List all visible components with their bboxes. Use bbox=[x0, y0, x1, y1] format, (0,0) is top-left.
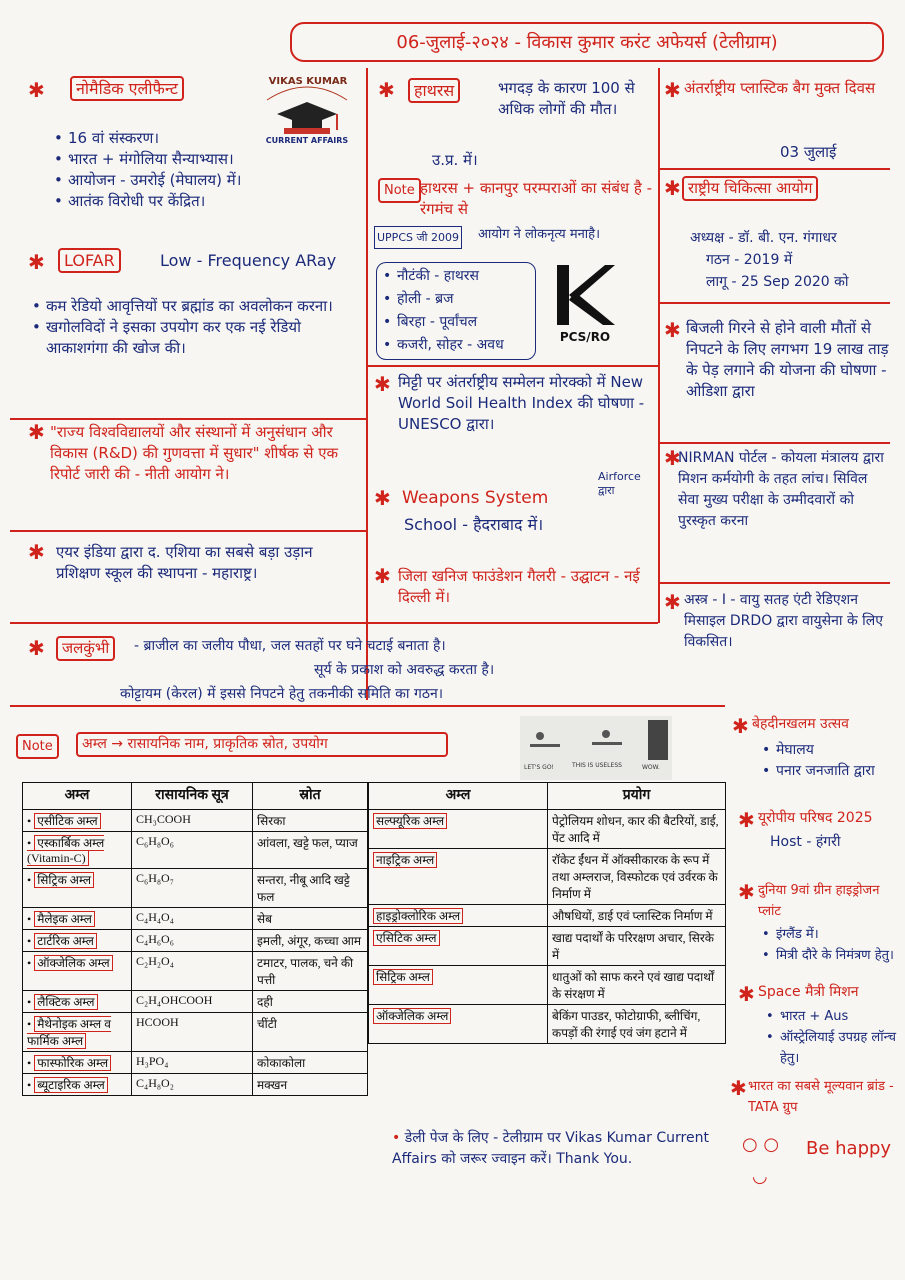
acid-source-table bbox=[22, 782, 368, 1096]
star-icon: ✱ bbox=[664, 318, 681, 342]
acid-use: औषधियों, डाई एवं प्लास्टिक निर्माण में bbox=[548, 905, 726, 927]
table-row bbox=[369, 849, 726, 905]
smile-icon: ◡ bbox=[752, 1166, 768, 1187]
space-mission-list bbox=[764, 1006, 900, 1069]
divider bbox=[10, 418, 366, 420]
star-icon: ✱ bbox=[738, 808, 755, 832]
meme-text-a: LET'S GO! bbox=[524, 764, 554, 771]
logo-subtitle: CURRENT AFFAIRS bbox=[265, 136, 349, 145]
divider bbox=[10, 622, 658, 624]
airforce-tag: Airforce द्वारा bbox=[598, 470, 641, 497]
acid-formula: HCOOH bbox=[132, 1013, 253, 1052]
plastic-day-title: अंतर्राष्ट्रीय प्लास्टिक बैग मुक्त दिवस bbox=[684, 79, 876, 97]
acid-formula: C₂H₄OHCOOH bbox=[132, 991, 253, 1013]
acid-note-text: अम्ल → रासायनिक नाम, प्राकृतिक स्रोत, उपयोग bbox=[76, 732, 448, 757]
list-item: • भारत + मंगोलिया सैन्याभ्यास। bbox=[52, 149, 352, 170]
jalkumbhi-line1: - ब्राजील का जलीय पौधा, जल सतहों पर घने चटाई बनाता है। bbox=[134, 638, 446, 654]
jalkumbhi-line3: कोट्टायम (केरल) में इससे निपटने हेतु तकनीकी समिति का गठन। bbox=[120, 686, 444, 702]
acid-source: टमाटर, पालक, चने की पत्ती bbox=[253, 952, 368, 991]
tata-brand: भारत का सबसे मूल्यवान ब्रांड - TATA ग्रुप bbox=[748, 1079, 894, 1115]
acid-name: सिट्रिक अम्ल bbox=[34, 872, 94, 888]
list-item: • मित्री दौरे के निमंत्रण हेतु। bbox=[760, 945, 900, 966]
acid-use: बेकिंग पाउडर, फोटोग्राफी, ब्लीचिंग, कपड़ों की रंगाई एवं जंग हटाने में bbox=[548, 1005, 726, 1044]
acid-name: मैथेनोइक अम्ल व फार्मिक अम्ल bbox=[27, 1017, 111, 1048]
acid-name: एसीटिक अम्ल bbox=[34, 813, 101, 829]
acid-source: दही bbox=[253, 991, 368, 1013]
pcs-ro-logo bbox=[545, 260, 625, 350]
lightning-plan: बिजली गिरने से होने वाली मौतों से निपटने के लिए लगभग 19 लाख ताड़ के पेड़ लगाने की योजना की घोषणा - ओडिशा द्वारा bbox=[686, 319, 889, 400]
column-header: रासायनिक सूत्र bbox=[132, 783, 253, 810]
divider bbox=[10, 705, 725, 707]
divider bbox=[660, 582, 890, 584]
star-icon: ✱ bbox=[374, 486, 391, 510]
acid-source: सिरका bbox=[253, 810, 368, 832]
euro-council-host: Host - हंगरी bbox=[770, 834, 841, 850]
soil-conference: मिट्टी पर अंतर्राष्ट्रीय सम्मेलन मोरक्को में New World Soil Health Index की घोषणा - UNESCO द्वारा। bbox=[398, 373, 645, 433]
list-item: • बिरहा - पूर्वांचल bbox=[381, 311, 531, 334]
note-text: हाथरस + कानपुर परम्पराओं का संबंध है - रंगमंच से bbox=[420, 179, 653, 218]
uppcs-tag: UPPCS जी 2009 bbox=[374, 226, 462, 249]
divider bbox=[660, 168, 890, 170]
page-title bbox=[290, 22, 884, 62]
hydrogen-plant-list bbox=[760, 924, 900, 966]
euro-council-title: यूरोपीय परिषद 2025 bbox=[758, 810, 873, 826]
acid-source: चींटी bbox=[253, 1013, 368, 1052]
behdien-list bbox=[760, 740, 900, 782]
acid-formula: C₂H₂O₄ bbox=[132, 952, 253, 991]
acid-formula: H₃PO₄ bbox=[132, 1052, 253, 1074]
star-icon: ✱ bbox=[378, 78, 395, 102]
logo2-text: PCS/RO bbox=[559, 330, 611, 344]
star-icon: ✱ bbox=[28, 540, 45, 564]
logo-brand: VIKAS KUMAR bbox=[268, 76, 348, 87]
behdien-title: बेहदीनखलम उत्सव bbox=[752, 716, 849, 732]
star-icon: ✱ bbox=[28, 250, 45, 274]
star-icon: ✱ bbox=[664, 446, 681, 470]
divider bbox=[660, 302, 890, 304]
medical-chair: अध्यक्ष - डॉ. बी. एन. गंगाधर bbox=[690, 230, 837, 246]
star-icon: ✱ bbox=[374, 372, 391, 396]
list-item: • आतंक विरोधी पर केंद्रित। bbox=[52, 191, 352, 212]
nomadic-points bbox=[52, 128, 352, 212]
star-icon: ✱ bbox=[738, 982, 755, 1006]
column-header: अम्ल bbox=[369, 783, 548, 810]
acid-name: ऑक्जेलिक अम्ल bbox=[34, 955, 112, 971]
note-text2: आयोग ने लोकनृत्य मनाहै। bbox=[478, 227, 601, 242]
acid-use: धातुओं को साफ करने एवं खाद्य पदार्थों के संरक्षण में bbox=[548, 966, 726, 1005]
column-header: स्रोत bbox=[253, 783, 368, 810]
acid-name: फास्फोरिक अम्ल bbox=[34, 1055, 111, 1071]
meme-image bbox=[520, 716, 672, 780]
table-header-row bbox=[23, 783, 368, 810]
air-india-note: एयर इंडिया द्वारा द. एशिया का सबसे बड़ा उड़ान प्रशिक्षण स्कूल की स्थापना - महाराष्ट्र। bbox=[56, 543, 313, 582]
smiley-eyes: ○ ○ bbox=[742, 1134, 780, 1155]
page-title-text: 06-जुलाई-२०२४ - विकास कुमार करंट अफेयर्स (टेलीग्राम) bbox=[396, 32, 778, 53]
divider bbox=[10, 530, 366, 532]
star-icon: ✱ bbox=[664, 78, 681, 102]
footer-note: • डेली पेज के लिए - टेलीग्राम पर Vikas Kumar Current Affairs को जरूर ज्वाइन करें। Thank You. bbox=[392, 1130, 709, 1167]
acid-formula: CH₃COOH bbox=[132, 810, 253, 832]
table-row: • एसीटिक अम्ल CH₃COOH सिरका bbox=[23, 810, 368, 832]
divider bbox=[660, 442, 890, 444]
meme-text-b: THIS IS USELESS bbox=[572, 762, 622, 769]
acid-name: सिट्रिक अम्ल bbox=[373, 969, 433, 985]
table-row: • टार्टरिक अम्ल C₄H₆O₆ इमली, अंगूर, कच्चा आम bbox=[23, 930, 368, 952]
lofar-points bbox=[30, 296, 360, 359]
nirman-portal: NIRMAN पोर्टल - कोयला मंत्रालय द्वारा मिशन कर्मयोगी के तहत लांच। सिविल सेवा मुख्य परीक्षा के उम्मीदवारों को पुरस्कृत करना bbox=[678, 450, 884, 529]
star-icon: ✱ bbox=[664, 176, 681, 200]
acid-formula: C₆H₈O₇ bbox=[132, 869, 253, 908]
lofar-title: LOFAR bbox=[58, 248, 121, 273]
table-header-row bbox=[369, 783, 726, 810]
hydrogen-plant-title: दुनिया 9वां ग्रीन हाइड्रोजन प्लांट bbox=[758, 883, 880, 919]
astra-missile: अस्त्र - I - वायु सतह एंटी रेडिएशन मिसाइल DRDO द्वारा वायुसेना के लिए विकसित। bbox=[684, 592, 884, 650]
table-row: • एस्कार्बिक अम्ल (Vitamin-C) C₆H₈O₆ आंवला, खट्टे फल, प्याज bbox=[23, 832, 368, 869]
star-icon: ✱ bbox=[732, 714, 749, 738]
note-label: Note bbox=[378, 178, 421, 203]
table-row: • ऑक्जेलिक अम्ल C₂H₂O₄ टमाटर, पालक, चने की पत्ती bbox=[23, 952, 368, 991]
list-item: • होली - ब्रज bbox=[381, 288, 531, 311]
space-mission-title: Space मैत्री मिशन bbox=[758, 984, 859, 1000]
acid-source: आंवला, खट्टे फल, प्याज bbox=[253, 832, 368, 869]
jalkumbhi-title: जलकुंभी bbox=[56, 636, 115, 661]
acid-name: हाइड्रोक्लोरिक अम्ल bbox=[373, 908, 463, 924]
meme-text-c: WOW. bbox=[642, 764, 660, 771]
hathras-state: उ.प्र. में। bbox=[432, 151, 478, 169]
table-row: • लैक्टिक अम्ल C₂H₄OHCOOH दही bbox=[23, 991, 368, 1013]
table-row bbox=[369, 927, 726, 966]
table-row bbox=[369, 810, 726, 849]
mineral-gallery: जिला खनिज फाउंडेशन गैलरी - उद्घाटन - नई दिल्ली में। bbox=[398, 567, 640, 606]
divider bbox=[658, 68, 660, 623]
footer-text: डेली पेज के लिए - टेलीग्राम पर Vikas Kumar Current Affairs को जरूर ज्वाइन करें। Thank You. bbox=[392, 1130, 709, 1167]
acid-source: कोकाकोला bbox=[253, 1052, 368, 1074]
acid-use: रॉकेट ईंधन में ऑक्सीकारक के रूप में तथा अम्लराज, विस्फोटक एवं उर्वरक के निर्माण में bbox=[548, 849, 726, 905]
jalkumbhi-line2: सूर्य के प्रकाश को अवरुद्ध करता है। bbox=[314, 662, 495, 678]
table-row bbox=[369, 1005, 726, 1044]
table-row: • सिट्रिक अम्ल C₆H₈O₇ सन्तरा, नीबू आदि खट्टे फल bbox=[23, 869, 368, 908]
table-row: • ब्यूटाइरिक अम्ल C₄H₈O₂ मक्खन bbox=[23, 1074, 368, 1096]
divider bbox=[366, 68, 368, 700]
acid-source: इमली, अंगूर, कच्चा आम bbox=[253, 930, 368, 952]
column-header: प्रयोग bbox=[548, 783, 726, 810]
weapons-line1: Weapons System bbox=[402, 488, 549, 508]
list-item: • पनार जनजाति द्वारा bbox=[760, 761, 900, 782]
acid-use-table bbox=[368, 782, 726, 1044]
niti-report: "राज्य विश्वविद्यालयों और संस्थानों में अनुसंधान और विकास (R&D) की गुणवत्ता में सुधार" शीर्षक से एक रिपोर्ट जारी की - नीती आयोग ने। bbox=[50, 423, 339, 483]
acid-name: एसिटिक अम्ल bbox=[373, 930, 440, 946]
weapons-line2: School - हैदराबाद में। bbox=[404, 515, 544, 534]
folk-list bbox=[376, 262, 536, 360]
list-item: • इंग्लैंड में। bbox=[760, 924, 900, 945]
plastic-day-date: 03 जुलाई bbox=[780, 143, 837, 161]
hathras-title: हाथरस bbox=[408, 78, 460, 103]
star-icon: ✱ bbox=[664, 590, 681, 614]
list-item: • आयोजन - उमरोई (मेघालय) में। bbox=[52, 170, 352, 191]
acid-use: खाद्य पदार्थों के परिरक्षण अचार, सिरके में bbox=[548, 927, 726, 966]
table-row: • फास्फोरिक अम्ल H₃PO₄ कोकाकोला bbox=[23, 1052, 368, 1074]
acid-formula: C₄H₈O₂ bbox=[132, 1074, 253, 1096]
acid-name: एस्कार्बिक अम्ल (Vitamin-C) bbox=[27, 836, 105, 865]
star-icon: ✱ bbox=[374, 564, 391, 588]
list-item: • खगोलविदों ने इसका उपयोग कर एक नई रेडियो आकाशगंगा की खोज की। bbox=[30, 317, 360, 359]
acid-name: मैलेइक अम्ल bbox=[34, 911, 95, 927]
star-icon: ✱ bbox=[28, 636, 45, 660]
acid-name: ब्यूटाइरिक अम्ल bbox=[34, 1077, 108, 1093]
medical-applied: लागू - 25 Sep 2020 को bbox=[706, 274, 849, 290]
be-happy: Be happy bbox=[806, 1138, 892, 1159]
medical-title: राष्ट्रीय चिकित्सा आयोग bbox=[682, 176, 818, 201]
column-header: अम्ल bbox=[23, 783, 132, 810]
acid-note-label: Note bbox=[16, 734, 59, 759]
list-item: • कम रेडियो आवृत्तियों पर ब्रह्मांड का अवलोकन करना। bbox=[30, 296, 360, 317]
acid-name: लैक्टिक अम्ल bbox=[34, 994, 97, 1010]
hathras-text: भगदड़ के कारण 100 से अधिक लोगों की मौत। bbox=[498, 79, 635, 118]
acid-name: सल्फ्यूरिक अम्ल bbox=[373, 813, 447, 829]
list-item: • भारत + Aus bbox=[764, 1006, 900, 1027]
acid-name: टार्टरिक अम्ल bbox=[34, 933, 97, 949]
nomadic-title: नोमैडिक एलीफैन्ट bbox=[70, 76, 184, 101]
acid-source: मक्खन bbox=[253, 1074, 368, 1096]
star-icon: ✱ bbox=[738, 880, 755, 904]
list-item: • कजरी, सोहर - अवध bbox=[381, 334, 531, 357]
table-row: • मैलेइक अम्ल C₄H₄O₄ सेब bbox=[23, 908, 368, 930]
list-item: • 16 वां संस्करण। bbox=[52, 128, 352, 149]
table-row: • मैथेनोइक अम्ल व फार्मिक अम्ल HCOOH चींटी bbox=[23, 1013, 368, 1052]
acid-formula: C₄H₄O₄ bbox=[132, 908, 253, 930]
acid-name: ऑक्जेलिक अम्ल bbox=[373, 1008, 451, 1024]
lofar-expansion: Low - Frequency ARay bbox=[160, 251, 337, 270]
acid-formula: C₆H₈O₆ bbox=[132, 832, 253, 869]
acid-formula: C₄H₆O₆ bbox=[132, 930, 253, 952]
medical-formed: गठन - 2019 में bbox=[706, 252, 793, 268]
star-icon: ✱ bbox=[730, 1076, 747, 1100]
star-icon: ✱ bbox=[28, 420, 45, 444]
table-row bbox=[369, 905, 726, 927]
acid-use: पेट्रोलियम शोधन, कार की बैटरियों, डाई, पेंट आदि में bbox=[548, 810, 726, 849]
list-item: • नौटंकी - हाथरस bbox=[381, 265, 531, 288]
star-icon: ✱ bbox=[28, 78, 45, 102]
list-item: • ऑस्ट्रेलियाई उपग्रह लॉन्च हेतु। bbox=[764, 1027, 900, 1069]
acid-source: सन्तरा, नीबू आदि खट्टे फल bbox=[253, 869, 368, 908]
table-row bbox=[369, 966, 726, 1005]
acid-source: सेब bbox=[253, 908, 368, 930]
list-item: • मेघालय bbox=[760, 740, 900, 761]
divider bbox=[368, 365, 658, 367]
acid-name: नाइट्रिक अम्ल bbox=[373, 852, 437, 868]
